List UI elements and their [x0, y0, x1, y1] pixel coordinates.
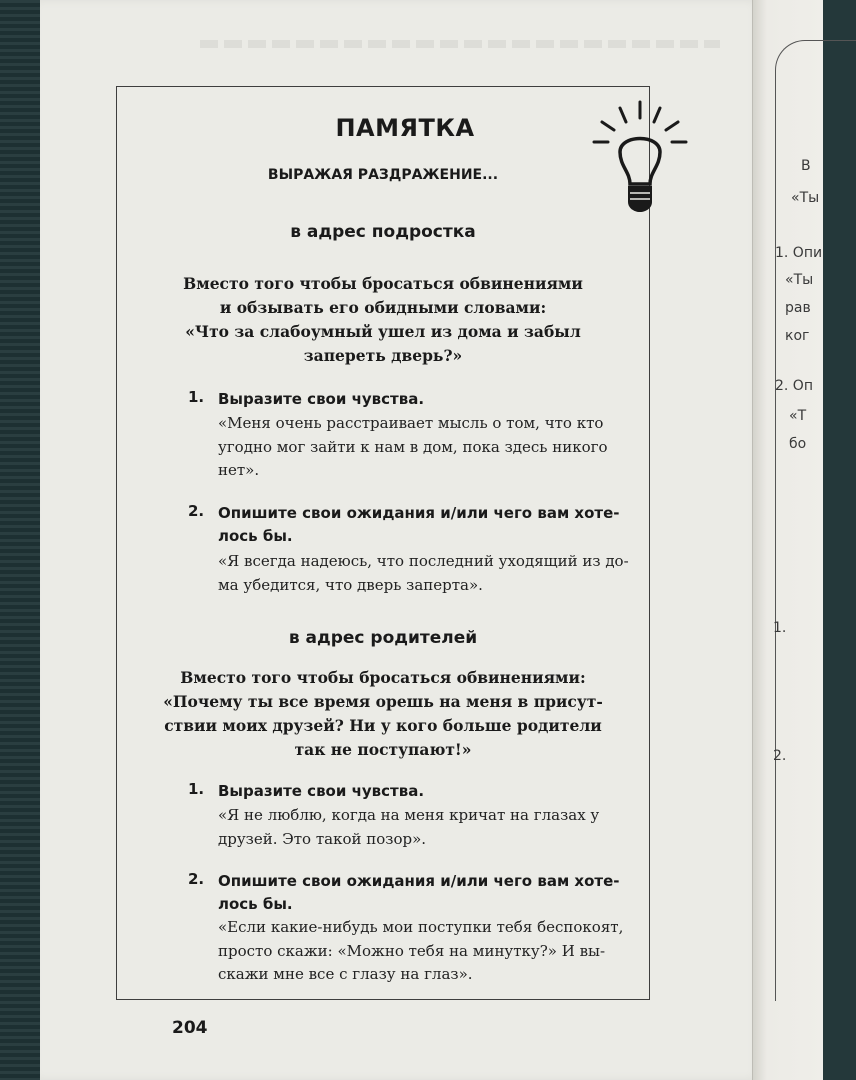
facing-fragment: 2. Оп: [775, 378, 813, 394]
intro-line: «Что за слабоумный ушел из дома и забыл: [185, 322, 581, 341]
facing-fragment: рав: [785, 300, 811, 316]
facing-fragment: 1. Опи: [775, 245, 823, 261]
section-intro-parents: [0, 666, 788, 762]
item-quote: [218, 804, 663, 851]
facing-page: [752, 0, 823, 1080]
item-number: 1.: [188, 780, 205, 798]
item-quote: [218, 550, 663, 597]
item-quote: [218, 412, 663, 483]
page-number: 204: [172, 1018, 208, 1038]
intro-line: и обзывать его обидными словами:: [219, 298, 547, 317]
intro-line: «Почему ты все время орешь на меня в присут-: [163, 692, 603, 711]
item-heading: [218, 780, 658, 803]
item-heading-line: лось бы.: [218, 895, 293, 913]
facing-fragment: «Ты: [785, 272, 814, 288]
intro-line: Вместо того чтобы бросаться обвинениями:: [180, 668, 586, 687]
quote-line: «Если какие-нибудь мои поступки тебя беспокоят,: [218, 918, 624, 936]
memo-subtitle: ВЫРАЖАЯ РАЗДРАЖЕНИЕ...: [267, 167, 499, 183]
facing-fragment: бо: [789, 436, 807, 452]
facing-page-frame: [775, 40, 856, 1001]
quote-line: «Я всегда надеюсь, что последний уходящий из до-: [218, 552, 629, 570]
item-heading-line: лось бы.: [218, 527, 293, 545]
quote-line: нет».: [218, 461, 260, 479]
quote-line: ма убедится, что дверь заперта».: [218, 575, 483, 594]
running-head-faint: [200, 40, 720, 48]
item-heading: [218, 388, 658, 411]
item-number: 2.: [188, 870, 205, 888]
quote-line: просто скажи: «Можно тебя на минутку?» И вы-: [218, 941, 606, 960]
section-heading-teen: в адрес подростка: [290, 222, 476, 242]
facing-fragment: 2.: [773, 748, 787, 764]
intro-line: ствии моих друзей? Ни у кого больше родители: [164, 716, 602, 735]
section-intro-teen: [0, 272, 788, 368]
facing-fragment: ког: [785, 328, 810, 344]
quote-line: скажи мне все с глазу на глаз».: [218, 965, 473, 983]
item-quote: [218, 916, 663, 987]
quote-line: угодно мог зайти к нам в дом, пока здесь никого: [218, 437, 608, 456]
intro-line: запереть дверь?»: [303, 346, 463, 365]
facing-fragment: 1.: [773, 620, 787, 636]
section-heading-parents: в адрес родителей: [288, 628, 478, 648]
item-heading: [218, 502, 658, 548]
facing-fragment: «Т: [789, 408, 807, 424]
item-number: 2.: [188, 502, 205, 520]
lightbulb-icon: [590, 96, 690, 218]
item-heading-line: Выразите свои чувства.: [218, 390, 425, 408]
quote-line: «Меня очень расстраивает мысль о том, что кто: [218, 414, 604, 432]
intro-line: так не поступают!»: [294, 740, 472, 759]
facing-fragment: В: [801, 158, 811, 174]
item-heading-line: Опишите свои ожидания и/или чего вам хоте-: [218, 504, 620, 522]
item-heading: [218, 870, 658, 916]
item-heading-line: Опишите свои ожидания и/или чего вам хоте-: [218, 872, 620, 890]
item-heading-line: Выразите свои чувства.: [218, 782, 425, 800]
quote-line: друзей. Это такой позор».: [218, 829, 427, 848]
intro-line: Вместо того чтобы бросаться обвинениями: [183, 274, 583, 293]
memo-title: ПАМЯТКА: [335, 114, 475, 142]
item-number: 1.: [188, 388, 205, 406]
facing-fragment: «Ты: [791, 190, 820, 206]
quote-line: «Я не люблю, когда на меня кричат на глазах у: [218, 806, 600, 824]
